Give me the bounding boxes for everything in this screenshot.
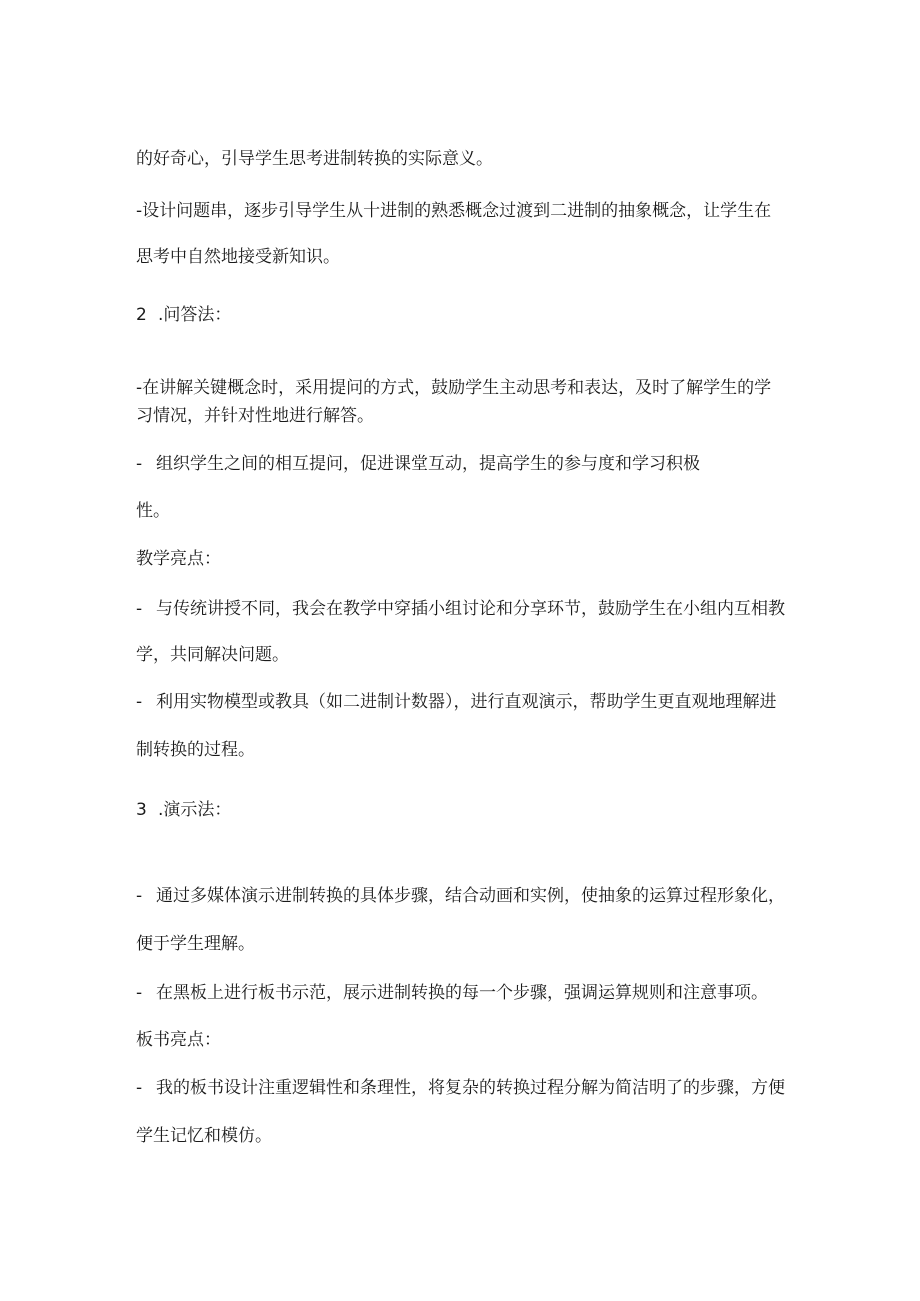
bullet-text: 与传统讲授不同，我会在教学中穿插小组讨论和分享环节，鼓励学生在小组内互相教 (156, 599, 785, 619)
bullet-dash: - (136, 886, 143, 906)
subheading: 教学亮点： (136, 549, 221, 569)
paragraph-line: 制转换的过程。 (136, 740, 255, 760)
bullet-text: 利用实物模型或教具（如二进制计数器），进行直观演示，帮助学生更直观地理解进 (156, 692, 777, 712)
bullet-line (136, 597, 785, 621)
paragraph-line: -设计问题串，逐步引导学生从十进制的熟悉概念过渡到二进制的抽象概念，让学生在 (136, 201, 772, 221)
bullet-dash: - (136, 1078, 143, 1098)
bullet-line (136, 884, 785, 908)
bullet-line (136, 452, 700, 476)
subheading: 板书亮点： (136, 1030, 221, 1050)
section-title: .演示法： (158, 800, 232, 820)
bullet-dash: - (136, 454, 143, 474)
paragraph-line: 便于学生理解。 (136, 934, 255, 954)
bullet-dash: - (136, 692, 143, 712)
bullet-dash: - (136, 599, 143, 619)
section-heading (136, 798, 231, 822)
paragraph-line: 习情况，并针对性地进行解答。 (136, 406, 374, 426)
paragraph-line: 的好奇心，引导学生思考进制转换的实际意义。 (136, 149, 493, 169)
paragraph-line: 学，共同解决问题。 (136, 645, 289, 665)
bullet-text: 我的板书设计注重逻辑性和条理性，将复杂的转换过程分解为简洁明了的步骤，方便 (156, 1078, 785, 1098)
bullet-line (136, 981, 768, 1005)
paragraph-line: -在讲解关键概念时，采用提问的方式，鼓励学生主动思考和表达，及时了解学生的学 (136, 378, 772, 398)
bullet-text: 组织学生之间的相互提问，促进课堂互动，提高学生的参与度和学习积极 (156, 454, 700, 474)
paragraph-line: 思考中自然地接受新知识。 (136, 247, 340, 267)
section-title: .问答法： (158, 305, 232, 325)
bullet-line (136, 1076, 785, 1100)
paragraph-line: 性。 (136, 501, 170, 521)
bullet-text: 在黑板上进行板书示范，展示进制转换的每一个步骤，强调运算规则和注意事项。 (156, 983, 768, 1003)
bullet-line (136, 690, 777, 714)
section-heading (136, 303, 231, 327)
section-number: 2 (136, 305, 147, 325)
paragraph-line: 学生记忆和模仿。 (136, 1126, 272, 1146)
section-number: 3 (136, 800, 147, 820)
bullet-dash: - (136, 983, 143, 1003)
bullet-text: 通过多媒体演示进制转换的具体步骤，结合动画和实例，使抽象的运算过程形象化， (156, 886, 785, 906)
